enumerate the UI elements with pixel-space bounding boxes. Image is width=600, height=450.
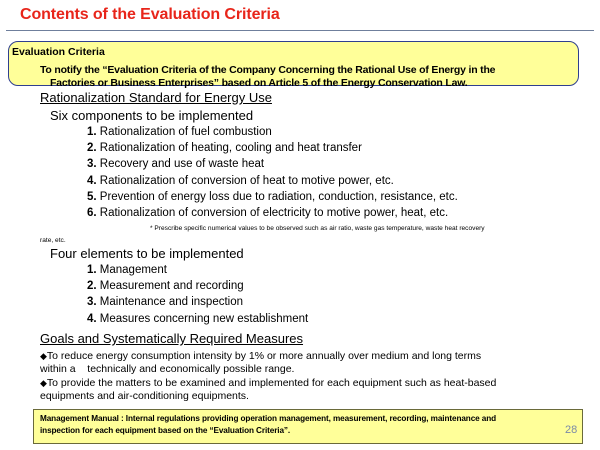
- management-manual-line-2: inspection for each equipment based on the “Evaluation Criteria”.: [40, 426, 291, 435]
- element-item: 2. Measurement and recording: [87, 280, 244, 293]
- diamond-bullet-icon: ◆: [40, 378, 47, 388]
- component-item: 3. Recovery and use of waste heat: [87, 158, 265, 171]
- component-item: 5. Prevention of energy loss due to radiation, conduction, resistance, etc.: [87, 190, 458, 203]
- page-number: 28: [565, 424, 578, 436]
- goal-bullet-1: ◆To reduce energy consumption intensity by 1% or more annually over medium and long terms within a technically and economically possible range.: [40, 350, 482, 375]
- component-item: 4. Rationalization of conversion of heat to motive power, etc.: [87, 174, 394, 187]
- evaluation-criteria-line-1: To notify the “Evaluation Criteria of the Company Concerning the Rational Use of Energy in the: [40, 64, 496, 76]
- management-manual-line-1: Management Manual : Internal regulations providing operation management, measurement, recording, maintenance and: [40, 414, 497, 423]
- element-item: 3. Maintenance and inspection: [87, 296, 243, 309]
- evaluation-criteria-line-2: Factories or Business Enterprises” based on Article 5 of the Energy Conservation Law.: [50, 77, 468, 89]
- evaluation-criteria-heading: Evaluation Criteria: [12, 46, 105, 58]
- rationalization-standard-heading: Rationalization Standard for Energy Use: [40, 90, 272, 105]
- diamond-bullet-icon: ◆: [40, 351, 47, 361]
- goals-heading: Goals and Systematically Required Measures: [40, 331, 304, 346]
- element-item: 4. Measures concerning new establishment: [87, 312, 309, 325]
- six-components-list: [87, 124, 458, 221]
- title-divider: [6, 30, 594, 31]
- four-elements-list: [87, 262, 308, 327]
- goal-bullet-2: ◆To provide the matters to be examined and implemented for each equipment such as heat-based equipments and air-conditioning equipments.: [40, 377, 497, 402]
- component-item: 1. Rationalization of fuel combustion: [87, 126, 272, 138]
- evaluation-criteria-text: [40, 64, 575, 90]
- component-item: 6. Rationalization of conversion of electricity to motive power, heat, etc.: [87, 207, 449, 220]
- footnote-line-2: rate, etc.: [40, 237, 66, 244]
- six-components-heading: Six components to be implemented: [50, 108, 254, 123]
- slide-title: Contents of the Evaluation Criteria: [20, 6, 280, 23]
- management-manual-text: [40, 413, 560, 437]
- four-elements-heading: Four elements to be implemented: [50, 246, 244, 261]
- component-item: 2. Rationalization of heating, cooling and heat transfer: [87, 142, 362, 155]
- footnote-line-1: * Prescribe specific numerical values to be observed such as air ratio, waste gas temperature, waste heat recovery: [150, 225, 485, 232]
- element-item: 1. Management: [87, 264, 167, 276]
